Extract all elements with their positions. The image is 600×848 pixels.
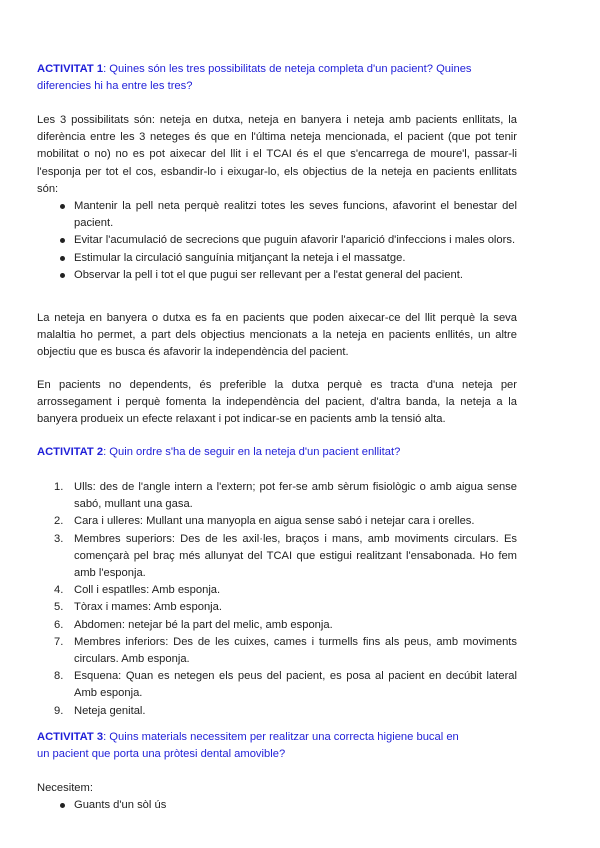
paragraph: En pacients no dependents, és preferible la dutxa perquè es tracta d'una neteja per arrossegament i perquè fomenta la independència del pacient, d'altra banda, la neteja a la banyera produeix un efecte relaxant i pot indicar-se en pacients amb la tensió alta. (37, 379, 517, 426)
activity-1-question (37, 61, 517, 95)
list-item: 1. Ulls: des de l'angle intern a l'extern; pot fer-se amb sèrum fisiològic o amb aigua sense sabó, mullant una gasa. (54, 481, 517, 511)
activity-1-label: ACTIVITAT 1 (37, 63, 104, 75)
list-item: 5. Tòrax i mames: Amb esponja. (54, 601, 222, 614)
activity-1-paragraph-3 (37, 377, 517, 429)
activity-1-bullets (37, 198, 517, 284)
activity-2-question-text: : Quin ordre s'ha de seguir en la neteja d'un pacient enllitat? (103, 446, 401, 458)
activity-1-intro: Les 3 possibilitats són: neteja en dutxa, neteja en banyera i neteja amb pacients enllitats, la diferència entre les 3 neteges és que en l'última neteja mencionada, el pacient (que pot tenir mobilitat o no) no es pot aixecar del llit i el TCAI és el que s'encarrega de moure'l, passar-li l'esponja per tot el cos, esbandir-lo i eixugar-lo, els objectius de la neteja en pacients enllitats són: (37, 114, 517, 195)
list-item: 2. Cara i ulleres: Mullant una manyopla en aigua sense sabó i netejar cara i orelles. (54, 515, 475, 528)
activity-3-intro: Necesitem: (37, 782, 93, 794)
list-item: 4. Coll i espatlles: Amb esponja. (54, 584, 221, 597)
list-item: 9. Neteja genital. (54, 704, 146, 717)
activity-1-answer (37, 112, 517, 284)
activity-3-label: ACTIVITAT 3 (37, 731, 104, 743)
list-item: Observar la pell i tot el que pugui ser rellevant per a l'estat general del pacient. (37, 267, 517, 284)
activity-3-question-line1: : Quins materials necessitem per realitzar una correcta higiene bucal en (103, 731, 459, 743)
activity-2-answer (37, 479, 517, 720)
activity-1-paragraph-2 (37, 310, 517, 362)
activity-2-ordered-list (37, 479, 517, 720)
list-item: Guants d'un sòl ús (37, 797, 517, 814)
list-item: 6. Abdomen: netejar bé la part del melic, amb esponja. (54, 618, 333, 631)
list-item: 7. Membres inferiors: Des de les cuixes, cames i turmells fins als peus, amb moviments circulars. Amb esponja. (54, 635, 517, 666)
activity-3-answer (37, 780, 517, 814)
activity-3-question-line2: un pacient que porta una pròtesi dental amovible? (37, 748, 286, 761)
paragraph: La neteja en banyera o dutxa es fa en pacients que poden aixecar-ce del llit perquè la seva malaltia ho permet, a part dels objectius mencionats a la neteja en pacients enllités, un altre objectiu que es busca és afavorir la independència del pacient. (37, 312, 517, 359)
activity-1-question-line1: : Quines són les tres possibilitats de neteja completa d'un pacient? Quines (103, 63, 472, 75)
list-item: Evitar l'acumulació de secrecions que puguin afavorir l'aparició d'infeccions i males olors. (37, 232, 517, 249)
list-item: 8. Esquena: Quan es netegen els peus del pacient, es posa al pacient en decúbit lateral Amb esponja. (54, 670, 517, 700)
activity-3-bullets (37, 797, 517, 814)
activity-2-question (37, 444, 517, 461)
list-item: Estimular la circulació sanguínia mitjançant la neteja i el massatge. (37, 250, 517, 267)
list-item: 3. Membres superiors: Des de les axil·les, braços i mans, amb moviments circulars. Es començarà pel braç més allunyat del TCAI que estigui realitzant l'ensabonada. Ho fem amb l'esponja. (54, 532, 517, 580)
activity-3-question (37, 729, 517, 763)
list-item: Mantenir la pell neta perquè realitzi totes les seves funcions, afavorint el benestar del pacient. (37, 198, 517, 232)
activity-1-question-line2: diferencies hi ha entre les tres? (37, 80, 193, 93)
activity-2-label: ACTIVITAT 2 (37, 446, 104, 458)
